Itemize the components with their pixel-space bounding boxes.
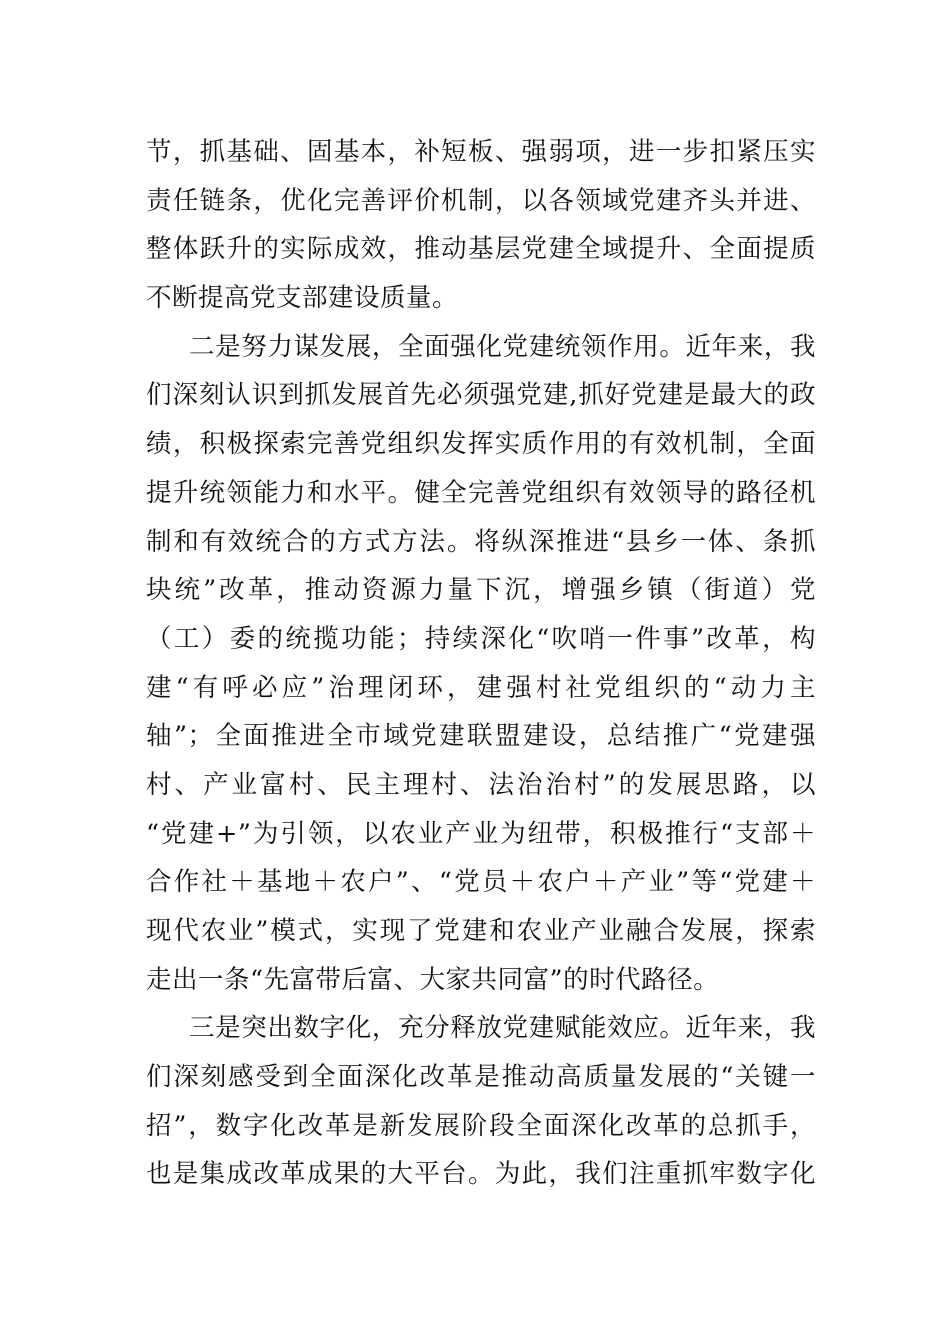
text-line: 村、产业富村、民主理村、法治治村”的发展思路，以 xyxy=(146,769,816,800)
text-line: 也是集成改革成果的大平台。为此，我们注重抓牢数字化 xyxy=(146,1159,816,1190)
paragraph-start-line: 三是突出数字化，充分释放党建赋能效应。近年来，我 xyxy=(189,1013,816,1044)
text-line: 走出一条“先富带后富、大家共同富”的时代路径。 xyxy=(146,964,720,995)
text-line: 绩，积极探索完善党组织发挥实质作用的有效机制，全面 xyxy=(146,429,816,460)
text-line: 们深刻认识到抓发展首先必须强党建,抓好党建是最大的政 xyxy=(146,380,816,411)
body-text xyxy=(146,128,816,1199)
text-line: 建“有呼必应”治理闭环，建强村社党组织的“动力主 xyxy=(146,672,816,703)
text-line: 现代农业”模式，实现了党建和农业产业融合发展，探索 xyxy=(146,916,816,946)
text-line: 不断提高党支部建设质量。 xyxy=(146,283,459,314)
text-line: 提升统领能力和水平。健全完善党组织有效领导的路径机 xyxy=(146,477,816,508)
text-line: “党建+”为引领，以农业产业为纽带，积极推行“支部＋ xyxy=(146,818,816,849)
text-line: 节，抓基础、固基本，补短板、强弱项，进一步扣紧压实 xyxy=(146,137,816,167)
text-line: 轴”；全面推进全市域党建联盟建设，总结推广“党建强 xyxy=(146,721,816,752)
text-line: 责任链条，优化完善评价机制，以各领域党建齐头并进、 xyxy=(146,185,816,216)
text-line: （工）委的统揽功能；持续深化“吹哨一件事”改革，构 xyxy=(146,623,816,654)
text-line: 整体跃升的实际成效，推动基层党建全域提升、全面提质 xyxy=(146,234,816,265)
text-line: 块统”改革，推动资源力量下沉，增强乡镇（街道）党 xyxy=(146,575,816,606)
text-line: 制和有效统合的方式方法。将纵深推进“县乡一体、条抓 xyxy=(146,526,816,557)
text-line: 招”，数字化改革是新发展阶段全面深化改革的总抓手， xyxy=(146,1110,816,1141)
text-line: 们深刻感受到全面深化改革是推动高质量发展的“关键一 xyxy=(146,1062,816,1093)
text-line: 合作社＋基地＋农户”、“党员＋农户＋产业”等“党建＋ xyxy=(146,867,816,898)
paragraph-start-line: 二是努力谋发展，全面强化党建统领作用。近年来，我 xyxy=(189,331,816,362)
